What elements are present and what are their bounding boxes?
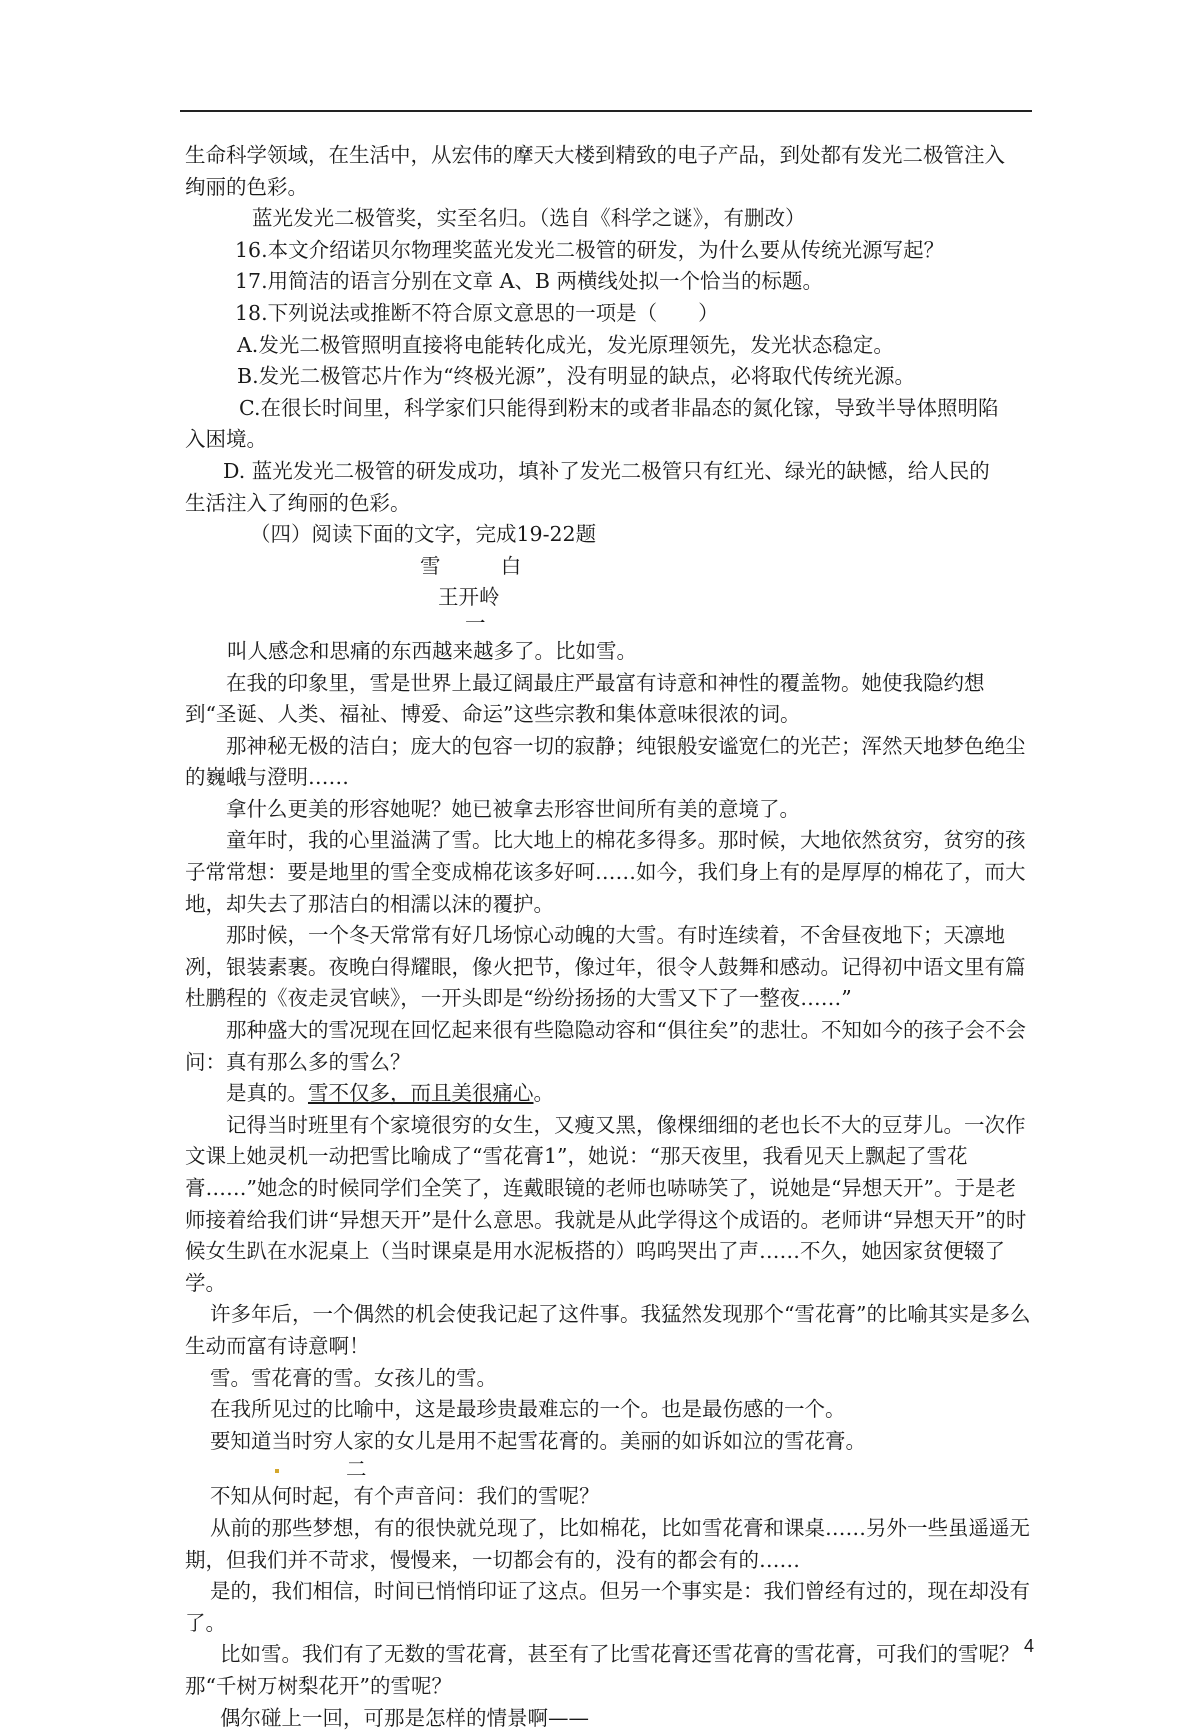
question-18: 18.下列说法或推断不符合原文意思的一项是（ ） (185, 298, 1035, 330)
article-title (185, 551, 1035, 583)
page-number: 4 (1024, 1636, 1034, 1657)
paragraph: 叫人感念和思痛的东西越来越多了。比如雪。 (185, 636, 1035, 668)
option-d-line2: 生活注入了绚丽的色彩。 (185, 488, 1035, 520)
section-number: 二 (185, 1457, 1035, 1481)
document-body (185, 140, 1035, 1734)
decorative-dot (275, 1469, 279, 1473)
paragraph: 从前的那些梦想，有的很快就兑现了，比如棉花，比如雪花膏和课桌……另外一些虽遥遥无期，但我们并不苛求，慢慢来，一切都会有的，没有的都会有的…… (185, 1513, 1035, 1576)
option-c-line2: 入困境。 (185, 424, 1035, 456)
paragraph: 那神秘无极的洁白；庞大的包容一切的寂静；纯银般安谧宽仁的光芒；浑然天地梦色绝尘的巍峨与澄明…… (185, 731, 1035, 794)
header-rule (180, 110, 1032, 112)
paragraph: 拿什么更美的形容她呢？她已被拿去形容世间所有美的意境了。 (185, 794, 1035, 826)
article-conclusion: 蓝光发光二极管奖，实至名归。（选自《科学之谜》，有删改） (185, 203, 1035, 235)
paragraph: 是真的。雪不仅多，而且美很痛心。 (185, 1078, 1035, 1110)
paragraph: 要知道当时穷人家的女儿是用不起雪花膏的。美丽的如诉如泣的雪花膏。 (185, 1426, 1035, 1458)
question-17: 17.用简洁的语言分别在文章 A、B 两横线处拟一个恰当的标题。 (185, 266, 1035, 298)
paragraph: 是的，我们相信，时间已悄悄印证了这点。但另一个事实是：我们曾经有过的，现在却没有了。 (185, 1576, 1035, 1639)
paragraph: 不知从何时起，有个声音问：我们的雪呢？ (185, 1481, 1035, 1513)
underlined-phrase: 雪不仅多，而且美很痛心 (308, 1081, 534, 1105)
paragraph: 许多年后，一个偶然的机会使我记起了这件事。我猛然发现那个“雪花膏”的比喻其实是多么生动而富有诗意啊！ (185, 1299, 1035, 1362)
paragraph: 比如雪。我们有了无数的雪花膏，甚至有了比雪花膏还雪花膏的雪花膏，可我们的雪呢？那“千树万树梨花开”的雪呢？ (185, 1639, 1035, 1702)
paragraph: 在我的印象里，雪是世界上最辽阔最庄严最富有诗意和神性的覆盖物。她使我隐约想到“圣诞、人类、福祉、博爱、命运”这些宗教和集体意味很浓的词。 (185, 668, 1035, 731)
author-name: 王开岭 (185, 582, 1035, 614)
text-line: 绚丽的色彩。 (185, 172, 1035, 204)
option-c-line1: C.在很长时间里，科学家们只能得到粉末的或者非晶态的氮化镓，导致半导体照明陷 (185, 393, 1035, 425)
option-a: A.发光二极管照明直接将电能转化成光，发光原理领先，发光状态稳定。 (185, 330, 1035, 362)
section-heading: （四）阅读下面的文字，完成19-22题 (185, 519, 1035, 551)
question-16: 16.本文介绍诺贝尔物理奖蓝光发光二极管的研发，为什么要从传统光源写起？ (185, 235, 1035, 267)
title-char: 白 (501, 551, 532, 583)
paragraph: 那种盛大的雪况现在回忆起来很有些隐隐动容和“俱往矣”的悲壮。不知如今的孩子会不会问：真有那么多的雪么？ (185, 1015, 1035, 1078)
paragraph: 记得当时班里有个家境很穷的女生，又瘦又黑，像棵细细的老也长不大的豆芽儿。一次作文课上她灵机一动把雪比喻成了“雪花膏1”，她说：“那天夜里，我看见天上飘起了雪花膏……”她念的时候同学们全笑了，连戴眼镜的老师也哧哧笑了，说她是“异想天开”。于是老师接着给我们讲“异想天开”是什么意思。我就是从此学得这个成语的。老师讲“异想天开”的时候女生趴在水泥桌上（当时课桌是用水泥板搭的）呜呜哭出了声……不久，她因家贫便辍了学。 (185, 1110, 1035, 1300)
title-char: 雪 (420, 551, 451, 583)
option-b: B.发光二极管芯片作为“终极光源”，没有明显的缺点，必将取代传统光源。 (185, 361, 1035, 393)
section-number: 一 (185, 614, 1035, 636)
paragraph: 偶尔碰上一回，可那是怎样的情景啊—— (185, 1703, 1035, 1734)
paragraph: 在我所见过的比喻中，这是最珍贵最难忘的一个。也是最伤感的一个。 (185, 1394, 1035, 1426)
paragraph: 雪。雪花膏的雪。女孩儿的雪。 (185, 1363, 1035, 1395)
paragraph: 童年时，我的心里溢满了雪。比大地上的棉花多得多。那时候，大地依然贫穷，贫穷的孩子常常想：要是地里的雪全变成棉花该多好呵……如今，我们身上有的是厚厚的棉花了，而大地，却失去了那洁白的相濡以沫的覆护。 (185, 825, 1035, 920)
option-d-line1: D. 蓝光发光二极管的研发成功，填补了发光二极管只有红光、绿光的缺憾，给人民的 (185, 456, 1035, 488)
text-line: 生命科学领域，在生活中，从宏伟的摩天大楼到精致的电子产品，到处都有发光二极管注入 (185, 140, 1035, 172)
paragraph: 那时候，一个冬天常常有好几场惊心动魄的大雪。有时连续着，不舍昼夜地下；天凛地冽，银装素裹。夜晚白得耀眼，像火把节，像过年，很令人鼓舞和感动。记得初中语文里有篇杜鹏程的《夜走灵官峡》，一开头即是“纷纷扬扬的大雪又下了一整夜……” (185, 920, 1035, 1015)
